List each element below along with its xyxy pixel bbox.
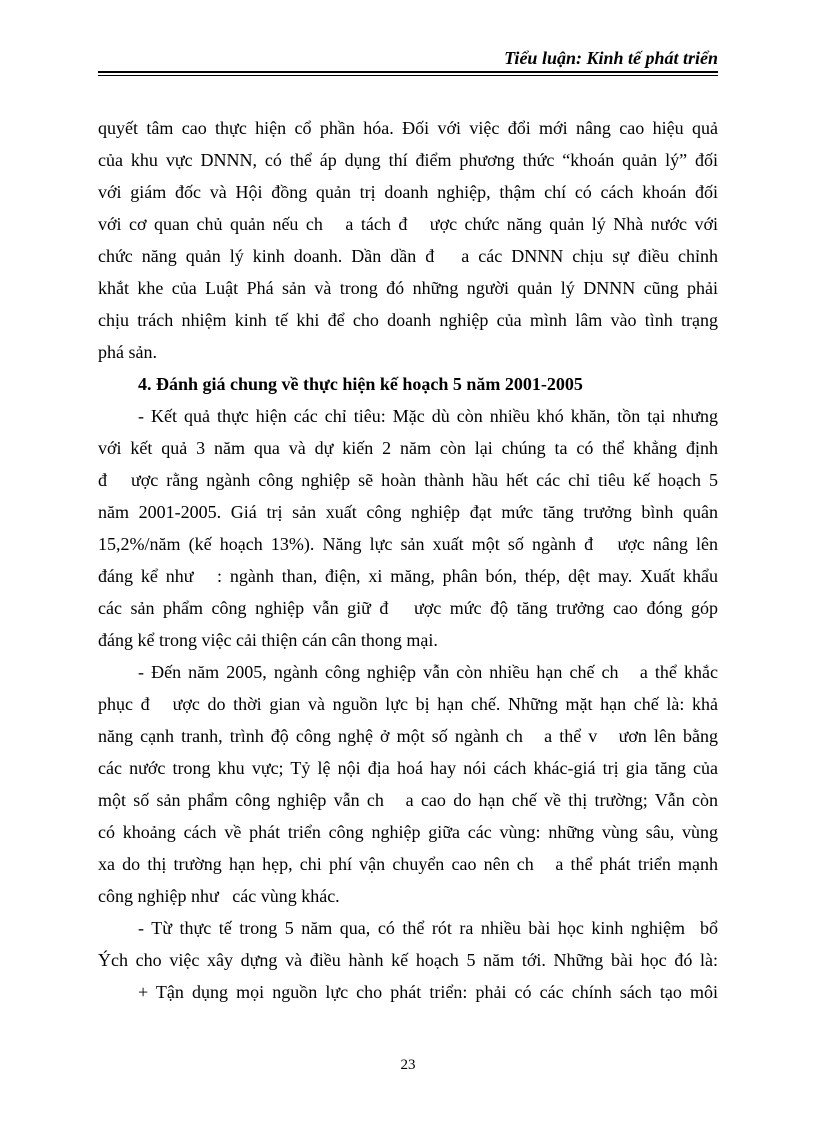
text-line: chịu trách nhiệm kinh tế khi để cho doanh nghiệp của mình lâm vào tình trạng	[98, 310, 718, 330]
text-line: - Đến năm 2005, ngành công nghiệp vẫn còn nhiều hạn chế ch a thể khắc	[138, 662, 718, 682]
text-line: với cơ quan chủ quản nếu ch a tách đ ược chức năng quản lý Nhà nước với	[98, 214, 718, 234]
text-line: đáng kể như : ngành than, điện, xi măng, phân bón, thép, dệt may. Xuất khẩu	[98, 566, 718, 586]
text-line: với giám đốc và Hội đồng quản trị doanh nghiệp, thậm chí có cách khoán đối	[98, 182, 718, 202]
text-line: 15,2%/năm (kế hoạch 13%). Năng lực sản xuất một số ngành đ ược nâng lên	[98, 534, 718, 554]
text-line: năng cạnh tranh, trình độ công nghệ ở một số ngành ch a thể v ươn lên bằng	[98, 726, 718, 746]
text-line: - Kết quả thực hiện các chỉ tiêu: Mặc dù còn nhiều khó khăn, tồn tại nhưng	[138, 406, 718, 426]
text-line: công nghiệp như các vùng khác.	[98, 886, 340, 906]
header-title: Tiểu luận: Kinh tế phát triển	[504, 48, 718, 68]
document-body	[98, 112, 718, 1008]
header-rule	[98, 71, 718, 73]
text-line: Ých cho việc xây dựng và điều hành kế hoạch 5 năm tới. Những bài học đó là:	[98, 950, 718, 970]
text-line: với kết quả 3 năm qua và dự kiến 2 năm còn lại chúng ta có thể khẳng định	[98, 438, 718, 458]
text-line: quyết tâm cao thực hiện cổ phần hóa. Đối với việc đổi mới nâng cao hiệu quả	[98, 118, 718, 138]
text-line: phá sản.	[98, 342, 157, 362]
page-number: 23	[400, 1057, 416, 1073]
text-line: - Từ thực tế trong 5 năm qua, có thể rót ra nhiều bài học kinh nghiệm bổ	[138, 918, 718, 938]
text-line: đáng kể trong việc cải thiện cán cân thong mại.	[98, 630, 438, 650]
text-line: khắt khe của Luật Phá sản và trong đó những người quản lý DNNN cũng phải	[98, 278, 718, 298]
text-line: các sản phẩm công nghiệp vẫn giữ đ ược mức độ tăng trưởng cao đóng góp	[98, 598, 718, 618]
text-line: một số sản phẩm công nghiệp vẫn ch a cao do hạn chế về thị trường; Vẫn còn	[98, 790, 718, 810]
header-rule-thin	[98, 75, 718, 76]
text-line: phục đ ược do thời gian và nguồn lực bị hạn chế. Những mặt hạn chế là: khả	[98, 694, 718, 714]
text-line: đ ược rằng ngành công nghiệp sẽ hoàn thành hầu hết các chỉ tiêu kế hoạch 5	[98, 470, 718, 490]
text-line: chức năng quản lý kinh doanh. Dần dần đ a các DNNN chịu sự điều chỉnh	[98, 246, 718, 266]
text-line: năm 2001-2005. Giá trị sản xuất công nghiệp đạt mức tăng trưởng bình quân	[98, 502, 718, 522]
text-line: xa do thị trường hạn hẹp, chi phí vận chuyển cao nên ch a thể phát triển mạnh	[98, 854, 718, 874]
text-line: của khu vực DNNN, có thể áp dụng thí điểm phương thức “khoán quản lý” đối	[98, 150, 718, 170]
page-header	[98, 46, 718, 72]
text-line: + Tận dụng mọi nguồn lực cho phát triển: phải có các chính sách tạo môi	[138, 982, 718, 1002]
text-line: có khoảng cách về phát triển công nghiệp giữa các vùng: những vùng sâu, vùng	[98, 822, 718, 842]
text-line: các nước trong khu vực; Tỷ lệ nội địa hoá hay nói cách khác-giá trị gia tăng của	[98, 758, 718, 778]
section-heading: 4. Đánh giá chung về thực hiện kế hoạch 5 năm 2001-2005	[138, 374, 583, 394]
